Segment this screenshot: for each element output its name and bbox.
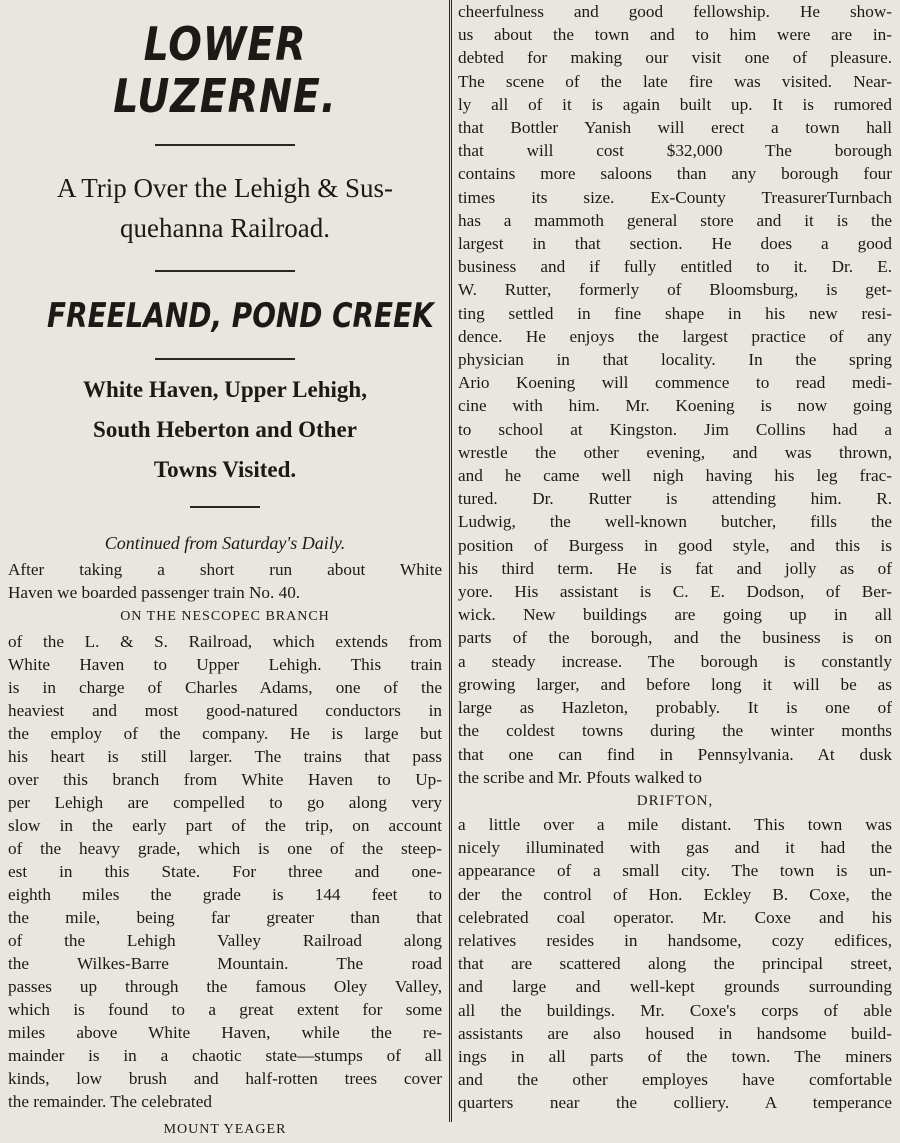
text-line: us about the town and to him were are in- [458,25,892,45]
text-line: est in this State. For three and one- [8,862,442,881]
text-line: his heart is still larger. The trains that pass [8,747,442,766]
text-line: quarters near the colliery. A temperance [458,1093,892,1113]
text-line: his third term. He is fat and jolly as of [458,558,892,578]
text-line: kinds, low brush and half-rotten trees cover [8,1069,442,1088]
text-line: cheerfulness and good fellowship. He show- [458,2,892,21]
deck-towns-line: White Haven, Upper Lehigh, [83,377,367,402]
text-line: nicely illuminated with gas and it had the [458,838,892,858]
deck-trip-line: A Trip Over the Lehigh & Sus- [56,173,393,203]
text-line: heaviest and most good-natured conductors in [8,701,442,720]
text-line: wrestle the other evening, and was thrown, [458,442,892,462]
text-line: which is found to a great extent for some [8,1000,442,1019]
text-line: business and if fully entitled to it. Dr. E. [458,257,892,277]
text-line: W. Rutter, formerly of Bloomsburg, is get- [458,280,892,300]
text-line: all the buildings. Mr. Coxe's corps of able [458,1000,892,1020]
text-line: cine with him. Mr. Koening is now going [458,396,892,416]
text-line: to school at Kingston. Jim Collins had a [458,419,892,439]
text-line: dence. He enjoys the largest practice of any [458,326,892,346]
text-line: has a mammoth general store and it is the [458,210,892,230]
subhead-drifton: DRIFTON, [636,792,714,809]
deck-rule [155,270,295,272]
subhead-nescopec: ON THE NESCOPEC BRANCH [120,609,330,624]
text-line: relatives resides in handsome, cozy edifices, [458,930,892,950]
text-line: position of Burgess in good style, and this is [458,535,892,555]
headline-rule [155,144,295,146]
text-line: celebrated coal operator. Mr. Coxe and his [458,907,892,927]
text-line: largest in that section. He does a good [458,234,892,254]
text-line: the employ of the company. He is large but [8,724,442,743]
text-line: and he came well nigh having his leg frac- [458,466,892,486]
text-line: mainder is in a chaotic state—stumps of all [8,1046,442,1065]
text-line: of the L. & S. Railroad, which extends from [8,632,442,651]
deck-trip-line: quehanna Railroad. [120,213,330,243]
text-line: parts of the borough, and the business is on [458,628,892,648]
text-line: the remainder. The celebrated [8,1092,212,1111]
text-line: passes up through the famous Oley Valley, [8,977,442,996]
text-line: ting settled in fine shape in his new resi- [458,303,892,323]
text-line: and the other employes have comfortable [458,1070,892,1090]
continued-note: Continued from Saturday's Daily. [104,533,346,553]
text-line: Ludwig, the well-known butcher, fills the [458,512,892,532]
freeland-paragraph [458,0,892,789]
deck-trip [12,168,438,248]
text-line: ings in all parts of the town. The miners [458,1046,892,1066]
text-line: over this branch from White Haven to Up- [8,770,442,789]
text-line: that will cost $32,000 The borough [458,141,892,161]
drifton-paragraph [458,813,892,1115]
text-line: of the Lehigh Valley Railroad along [8,931,442,950]
text-line: After taking a short run about White [8,560,442,579]
nescopec-paragraph [8,630,442,1113]
text-line: ly all of it is again built up. It is rumored [458,94,892,114]
subhead-mount-yeager: MOUNT YEAGER [163,1122,287,1137]
text-line: per Lehigh are compelled to go along very [8,793,442,812]
text-line: that Bottler Yanish will erect a town hall [458,118,892,138]
text-line: is in charge of Charles Adams, one of the [8,678,442,697]
text-line: growing larger, and before long it will be as [458,674,892,694]
text-line: the coldest towns during the winter months [458,721,892,741]
text-line: The scene of the late fire was visited. Near- [458,71,892,91]
text-line: a little over a mile distant. This town was [458,814,892,834]
intro-paragraph [8,558,442,604]
text-line: miles above White Haven, while the re- [8,1023,442,1042]
text-line: a steady increase. The borough is constantly [458,651,892,671]
text-line: White Haven to Upper Lehigh. This train [8,655,442,674]
text-line: physician in that locality. In the spring [458,350,892,370]
deck-towns-rule [190,506,260,508]
subheadline-rule [155,358,295,360]
deck-towns-line: Towns Visited. [153,457,297,482]
text-line: of the heavy grade, which is one of the steep- [8,839,442,858]
text-line: debted for making our visit one of pleasure. [458,48,892,68]
text-line: der the control of Hon. Eckley B. Coxe, the [458,884,892,904]
text-line: slow in the early part of the trip, on account [8,816,442,835]
text-line: Ario Koening will commence to read medi- [458,373,892,393]
headline: LOWER LUZERNE. [113,17,337,123]
text-line: contains more saloons than any borough four [458,164,892,184]
text-line: times its size. Ex-County TreasurerTurnbach [458,187,892,207]
text-line: appearance of a small city. The town is un- [458,861,892,881]
text-line: that one can find in Pennsylvania. At dusk [458,744,892,764]
text-line: tured. Dr. Rutter is attending him. R. [458,489,892,509]
column-divider [449,0,452,1122]
text-line: large as Hazleton, probably. It is one of [458,698,892,718]
text-line: Haven we boarded passenger train No. 40. [8,583,301,602]
left-column [8,0,442,1137]
text-line: and large and well-kept grounds surrounding [458,977,892,997]
text-line: that are scattered along the principal street, [458,954,892,974]
deck-towns-line: South Heberton and Other [93,417,357,442]
text-line: assistants are also housed in handsome build- [458,1023,892,1043]
text-line: wick. New buildings are going up in all [458,605,892,625]
text-line: the mile, being far greater than that [8,908,442,927]
subheadline: FREELAND, POND CREEK [47,296,434,336]
text-line: the scribe and Mr. Pfouts walked to [458,767,702,787]
text-line: eighth miles the grade is 144 feet to [8,885,442,904]
text-line: yore. His assistant is C. E. Dodson, of Ber- [458,582,892,602]
deck-towns [8,370,442,490]
text-line: the Wilkes-Barre Mountain. The road [8,954,442,973]
right-column [458,0,892,1122]
